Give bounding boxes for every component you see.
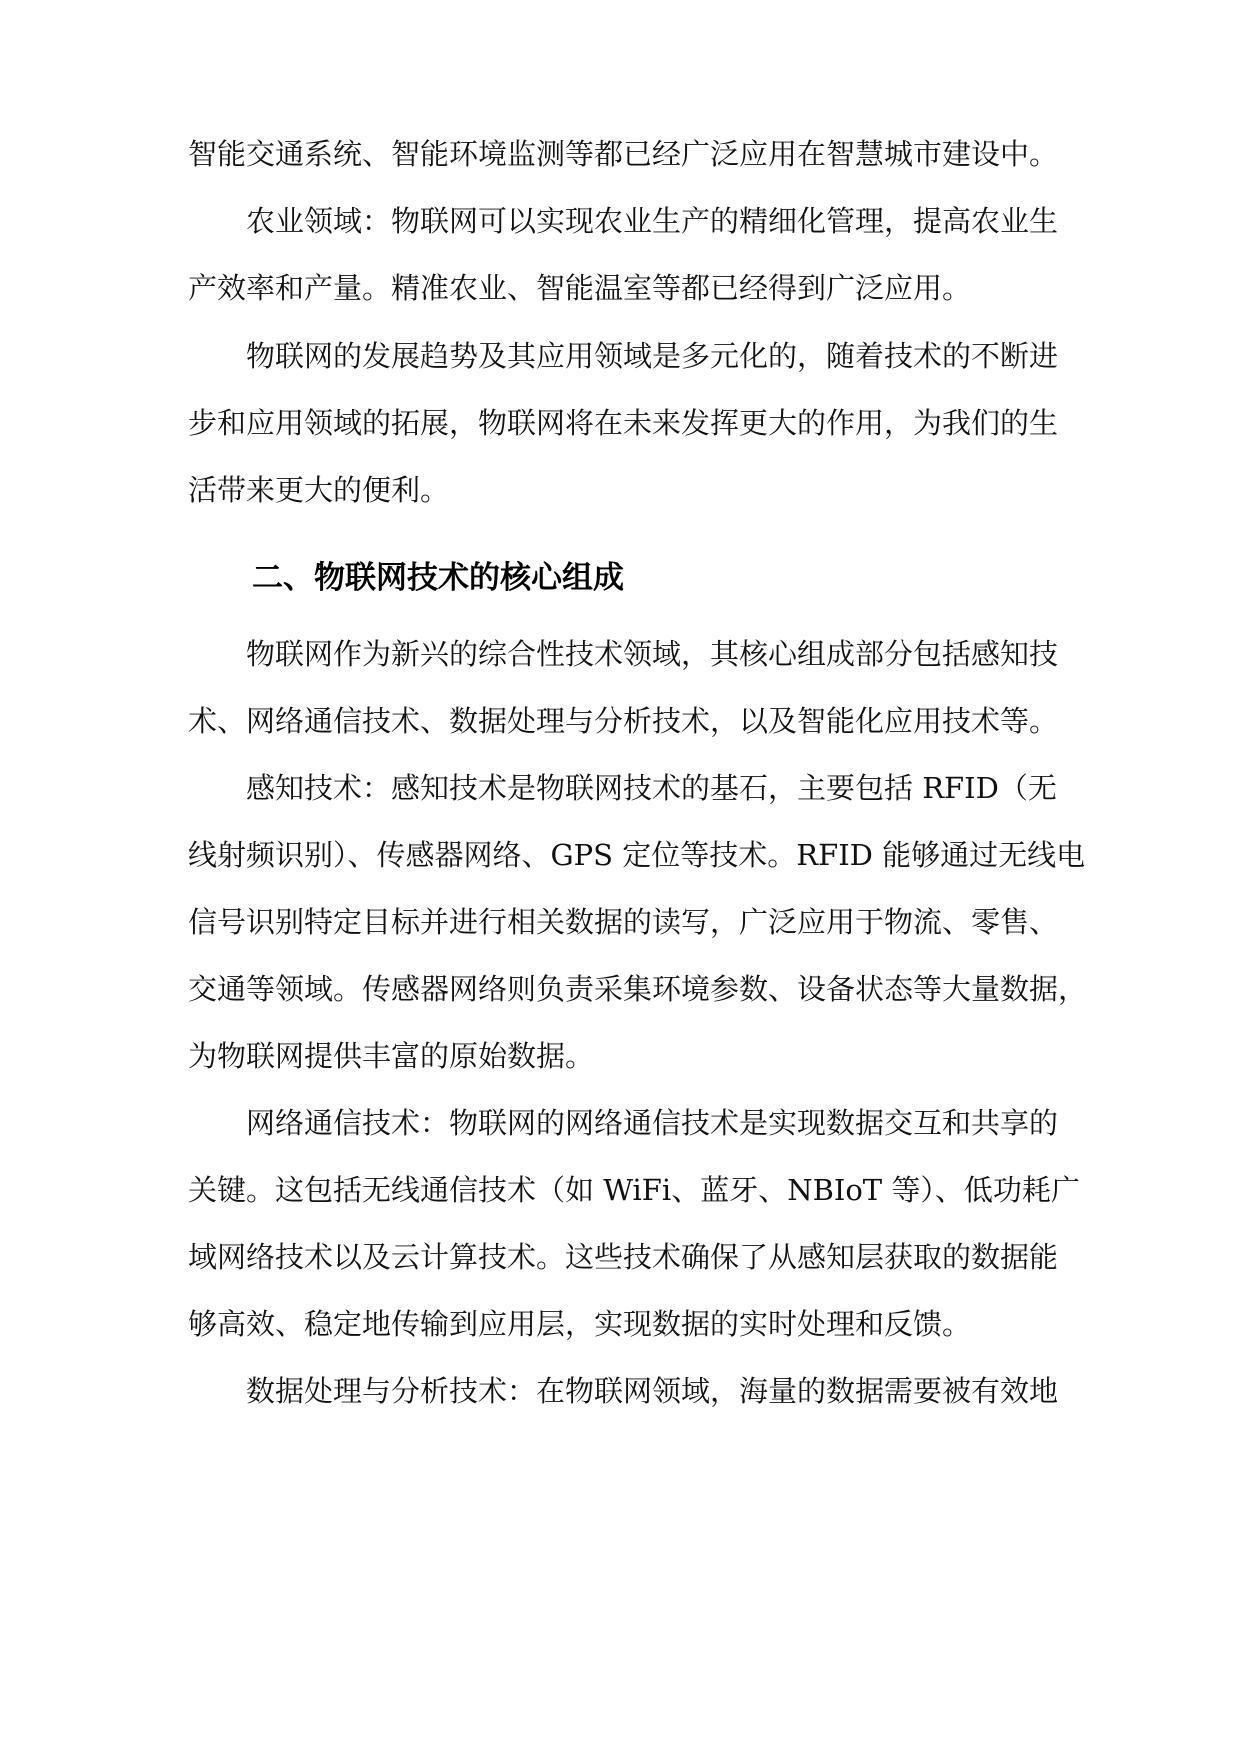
paragraph-line: 物联网的发展趋势及其应用领域是多元化的，随着技术的不断进: [246, 339, 1059, 373]
paragraph-line: 术、网络通信技术、数据处理与分析技术，以及智能化应用技术等。: [188, 704, 1059, 738]
paragraph-line: 域网络技术以及云计算技术。这些技术确保了从感知层获取的数据能: [188, 1240, 1059, 1274]
paragraph-line: 智能交通系统、智能环境监测等都已经广泛应用在智慧城市建设中。: [188, 137, 1059, 171]
paragraph-line: 关键。这包括无线通信技术（如 WiFi、蓝牙、NBIoT 等）、低功耗广: [188, 1173, 1080, 1207]
paragraph-line: 信号识别特定目标并进行相关数据的读写，广泛应用于物流、零售、: [188, 905, 1059, 939]
paragraph-line: 交通等领域。传感器网络则负责采集环境参数、设备状态等大量数据，: [188, 972, 1088, 1006]
paragraph-line: 够高效、稳定地传输到应用层，实现数据的实时处理和反馈。: [188, 1307, 972, 1341]
paragraph-line: 产效率和产量。精准农业、智能温室等都已经得到广泛应用。: [188, 271, 972, 305]
section-heading: 二、物联网技术的核心组成: [252, 560, 624, 596]
paragraph-line: 物联网作为新兴的综合性技术领域，其核心组成部分包括感知技: [246, 637, 1059, 671]
paragraph-line: 数据处理与分析技术：在物联网领域，海量的数据需要被有效地: [246, 1374, 1059, 1408]
paragraph-line: 农业领域：物联网可以实现农业生产的精细化管理，提高农业生: [246, 204, 1059, 238]
paragraph-line: 为物联网提供丰富的原始数据。: [188, 1039, 595, 1073]
paragraph-line: 线射频识别）、传感器网络、GPS 定位等技术。RFID 能够通过无线电: [188, 838, 1086, 872]
paragraph-line: 步和应用领域的拓展，物联网将在未来发挥更大的作用，为我们的生: [188, 406, 1059, 440]
paragraph-line: 感知技术：感知技术是物联网技术的基石，主要包括 RFID（无: [246, 771, 1057, 805]
paragraph-line: 活带来更大的便利。: [188, 473, 450, 507]
paragraph-line: 网络通信技术：物联网的网络通信技术是实现数据交互和共享的: [246, 1106, 1059, 1140]
